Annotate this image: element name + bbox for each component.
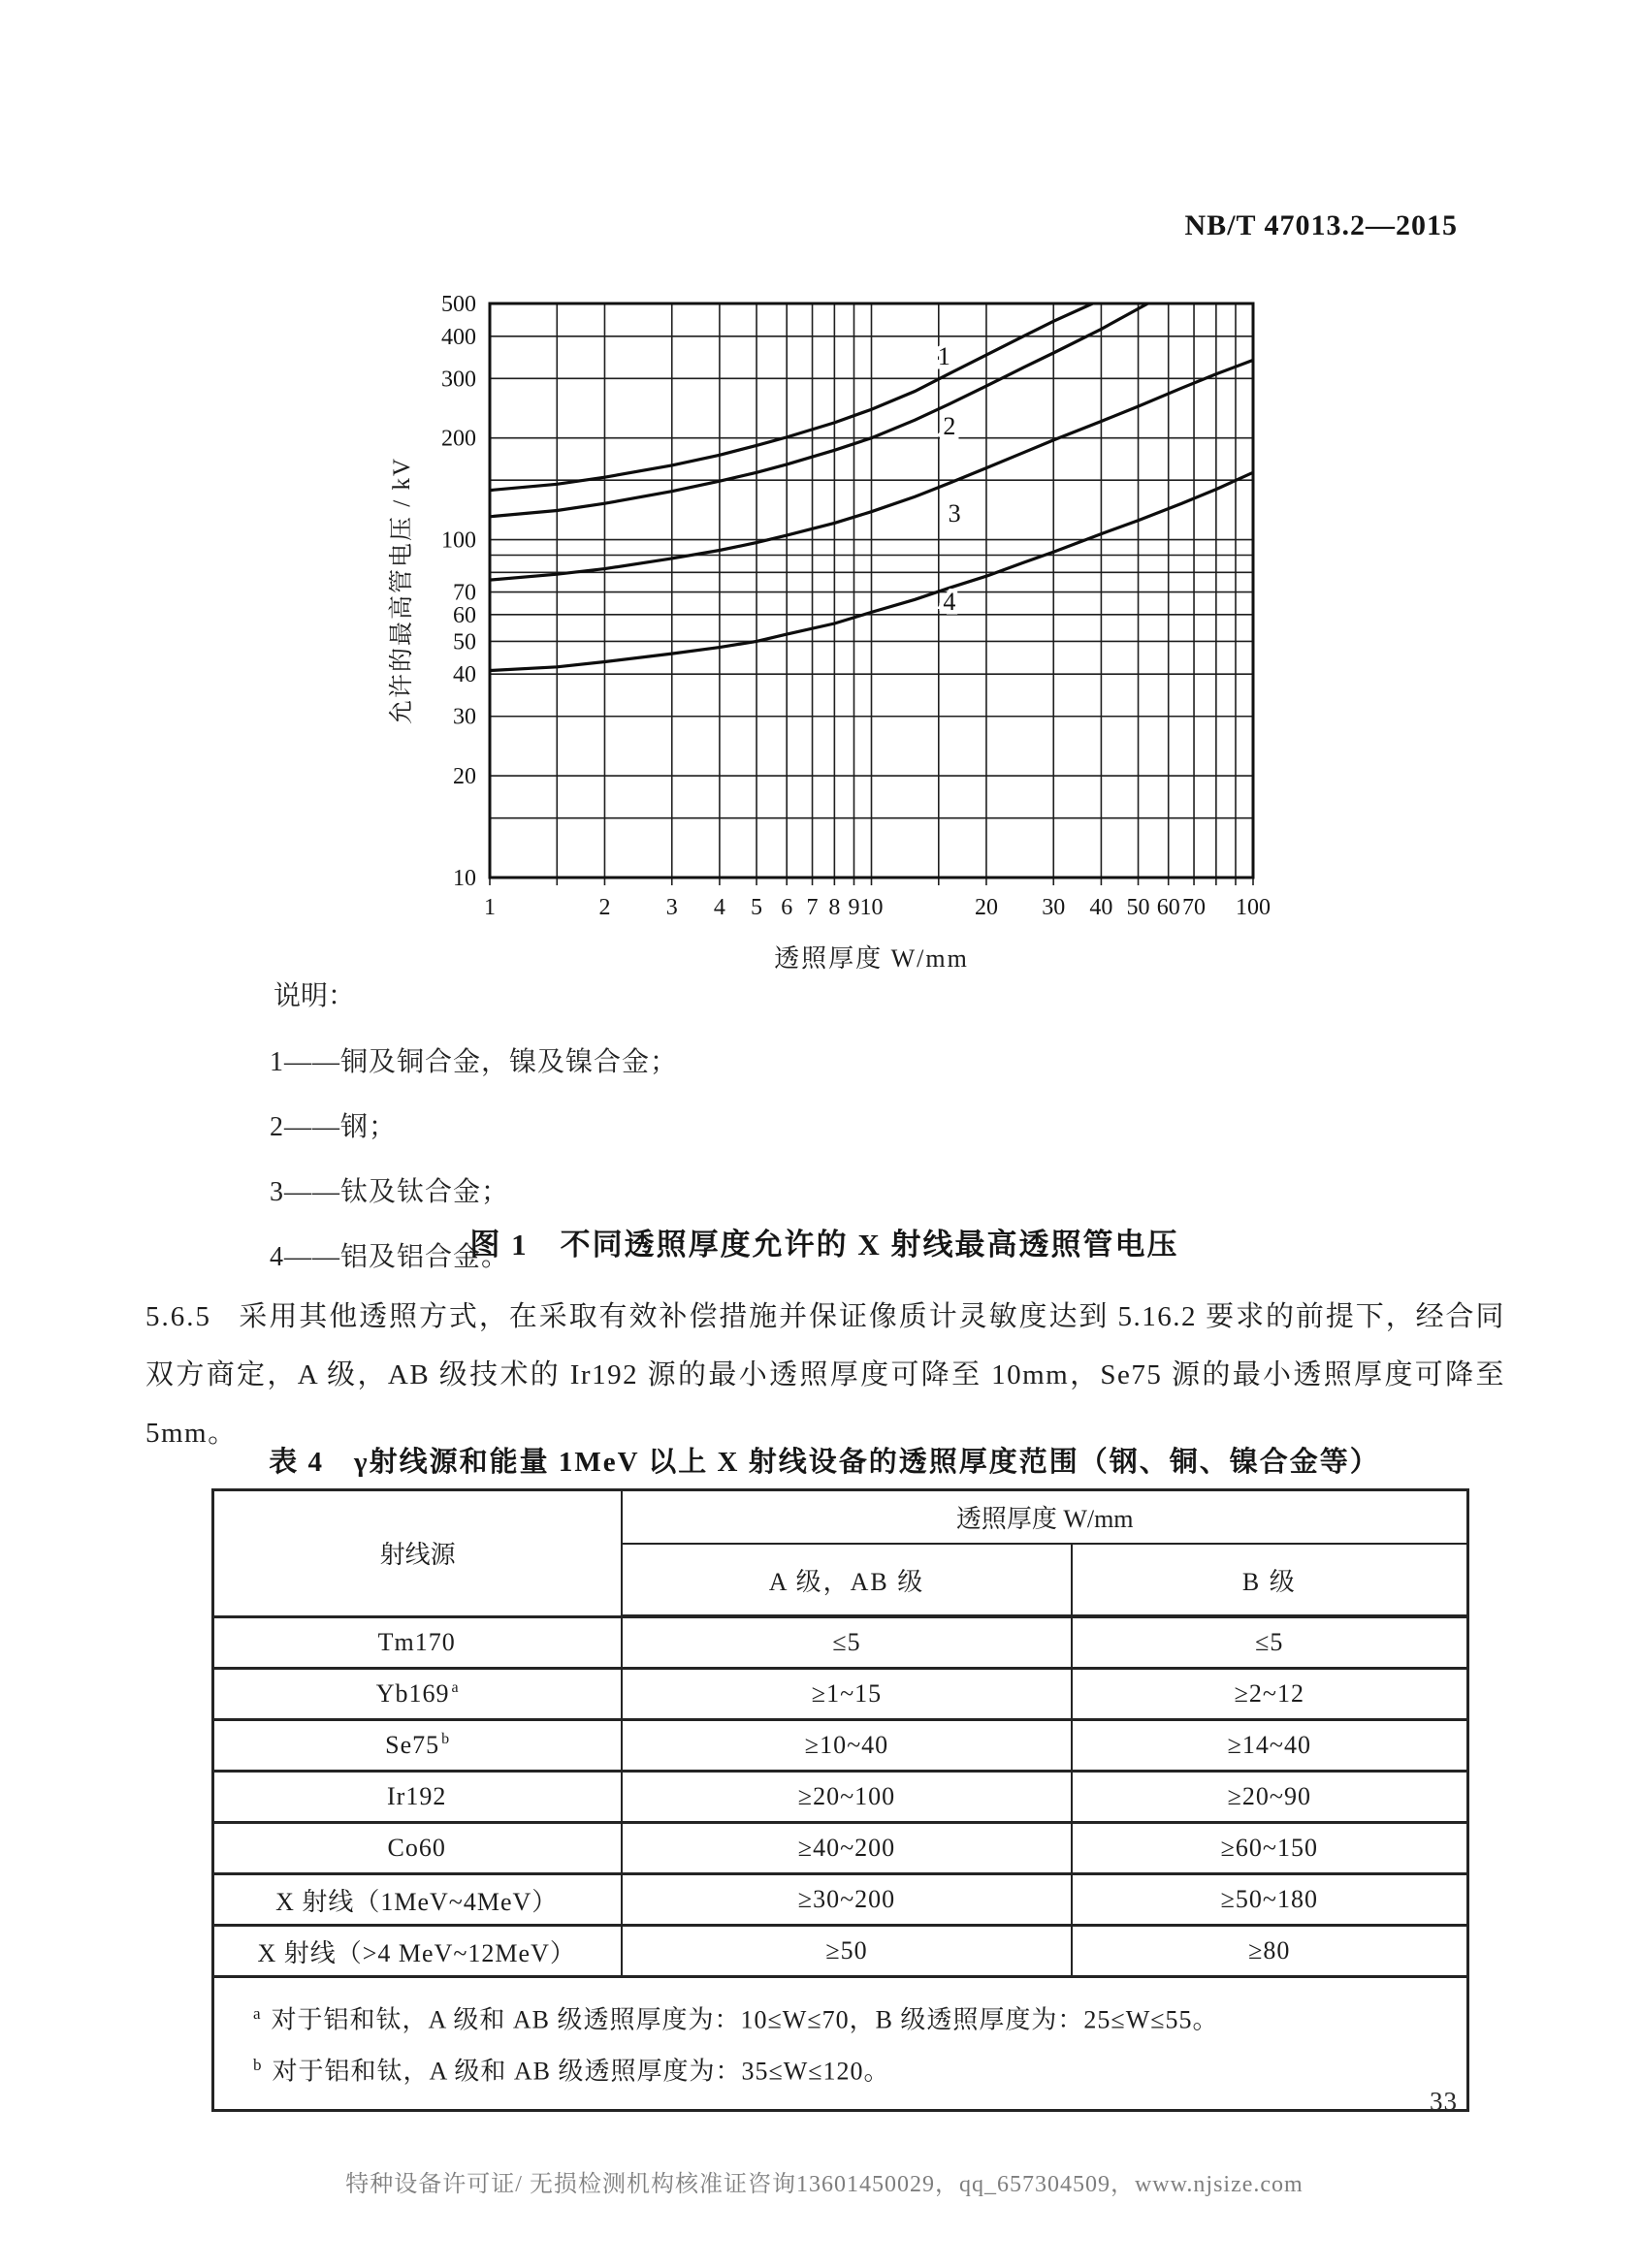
legend-item-3: 3——钛及钛合金；: [270, 1177, 510, 1207]
curve-label-3: 3: [948, 499, 961, 528]
table-row: [213, 1669, 1468, 1720]
svg-text:4: 4: [713, 895, 725, 920]
cell-source: Co60: [213, 1823, 623, 1874]
svg-text:50: 50: [1126, 895, 1150, 920]
svg-text:60: 60: [453, 602, 476, 628]
cell-source: Se75 $^b$: [213, 1720, 623, 1772]
svg-text:70: 70: [1182, 895, 1207, 920]
y-axis-tick-labels: [441, 292, 476, 891]
table-row: [213, 1616, 1468, 1669]
figure-1-chart: [369, 281, 1290, 979]
curve-label-2: 2: [943, 411, 956, 440]
footnote-b: $^b$ 对于铝和钛，A 级和 AB 级透照厚度为：35≤W≤120。: [253, 2055, 890, 2086]
cell-grade-a-ab: ≥50: [622, 1926, 1071, 1977]
svg-text:20: 20: [453, 764, 476, 790]
svg-text:300: 300: [441, 367, 476, 393]
svg-text:400: 400: [441, 324, 476, 350]
header-source: 射线源: [213, 1490, 623, 1617]
cell-source: X 射线（>4 MeV~12MeV）: [213, 1926, 623, 1977]
table-4: [211, 1488, 1469, 2112]
cell-source: Yb169 $^a$: [213, 1669, 623, 1720]
table-row: [213, 1823, 1468, 1874]
figure-caption: 图 1 不同透照厚度允许的 X 射线最高透照管电压: [469, 1228, 1179, 1262]
table-row: [213, 1772, 1468, 1823]
cell-grade-b: ≥14~40: [1072, 1720, 1468, 1772]
cell-grade-b: ≥2~12: [1072, 1669, 1468, 1720]
cell-grade-b: ≤5: [1072, 1616, 1468, 1669]
svg-text:2: 2: [598, 895, 611, 920]
legend-heading: 说明：: [274, 981, 356, 1011]
svg-text:7: 7: [806, 895, 819, 920]
svg-text:30: 30: [453, 704, 476, 730]
svg-text:20: 20: [974, 895, 998, 920]
table-row: [213, 1720, 1468, 1772]
page-number: 33: [1430, 2087, 1458, 2116]
svg-text:60: 60: [1156, 895, 1180, 920]
curve-label-1: 1: [937, 341, 950, 370]
svg-text:40: 40: [1089, 895, 1113, 920]
legend-item-2: 2——钢；: [270, 1112, 398, 1142]
legend-item-1: 1——铜及铜合金，镍及镍合金；: [270, 1047, 679, 1077]
svg-text:100: 100: [1236, 895, 1271, 920]
legend-item-4: 4——铝及铝合金。: [270, 1242, 510, 1272]
table-row: [213, 1874, 1468, 1926]
header-grade-b: B 级: [1072, 1544, 1468, 1616]
curve-label-4: 4: [943, 587, 956, 616]
table-row: [213, 1926, 1468, 1977]
svg-text:3: 3: [665, 895, 678, 920]
svg-text:5: 5: [751, 895, 763, 920]
cell-grade-a-ab: ≤5: [622, 1616, 1071, 1669]
cell-grade-b: ≥60~150: [1072, 1823, 1468, 1874]
cell-grade-a-ab: ≥40~200: [622, 1823, 1071, 1874]
svg-text:6: 6: [781, 895, 793, 920]
footnote-a: $^a$ 对于铝和钛，A 级和 AB 级透照厚度为：10≤W≤70，B 级透照厚度为：25≤W≤55。: [253, 2004, 1219, 2034]
svg-text:500: 500: [441, 292, 476, 317]
cell-source: Ir192: [213, 1772, 623, 1823]
section-5-6-5: [145, 1288, 1505, 1462]
svg-text:30: 30: [1042, 895, 1066, 920]
cell-grade-b: ≥80: [1072, 1926, 1468, 1977]
table-body: [213, 1616, 1468, 1977]
svg-text:8: 8: [828, 895, 841, 920]
cell-grade-b: ≥50~180: [1072, 1874, 1468, 1926]
cell-grade-a-ab: ≥1~15: [622, 1669, 1071, 1720]
svg-text:10: 10: [859, 895, 884, 920]
table-4-title: 表 4 γ射线源和能量 1MeV 以上 X 射线设备的透照厚度范围（钢、铜、镍合金等）: [269, 1447, 1380, 1478]
x-axis-tick-labels: [484, 895, 1271, 920]
x-axis-title: 透照厚度 W/mm: [774, 944, 969, 973]
cell-grade-a-ab: ≥10~40: [622, 1720, 1071, 1772]
cell-grade-a-ab: ≥20~100: [622, 1772, 1071, 1823]
footer-watermark: 特种设备许可证/ 无损检测机构核准证咨询13601450029，qq_657304509，www.njsize.com: [345, 2172, 1304, 2197]
cell-grade-b: ≥20~90: [1072, 1772, 1468, 1823]
header-grade-a-ab: A 级，AB 级: [622, 1544, 1071, 1616]
svg-text:10: 10: [453, 866, 476, 891]
svg-text:1: 1: [484, 895, 496, 920]
header-thickness-group: 透照厚度 W/mm: [622, 1490, 1467, 1545]
svg-text:70: 70: [453, 580, 476, 606]
svg-text:9: 9: [848, 895, 860, 920]
chart-grid: [490, 303, 1253, 885]
cell-source: X 射线（1MeV~4MeV）: [213, 1874, 623, 1926]
svg-text:40: 40: [453, 662, 476, 688]
y-axis-title: 允许的最高管电压 / kV: [389, 456, 415, 725]
svg-text:100: 100: [441, 527, 476, 554]
cell-source: Tm170: [213, 1616, 623, 1669]
cell-grade-a-ab: ≥30~200: [622, 1874, 1071, 1926]
svg-text:50: 50: [453, 629, 476, 655]
section-text: 采用其他透照方式，在采取有效补偿措施并保证像质计灵敏度达到 5.16.2 要求的前提下，经合同双方商定，A 级，AB 级技术的 Ir192 源的最小透照厚度可降至 10mm，Se75 源的最小透照厚度可降至 5mm。: [145, 1301, 1505, 1449]
section-number: 5.6.5: [145, 1301, 211, 1332]
table-footnotes: [213, 1977, 1468, 2111]
standard-number: NB/T 47013.2—2015: [1184, 209, 1458, 241]
svg-text:200: 200: [441, 426, 476, 452]
